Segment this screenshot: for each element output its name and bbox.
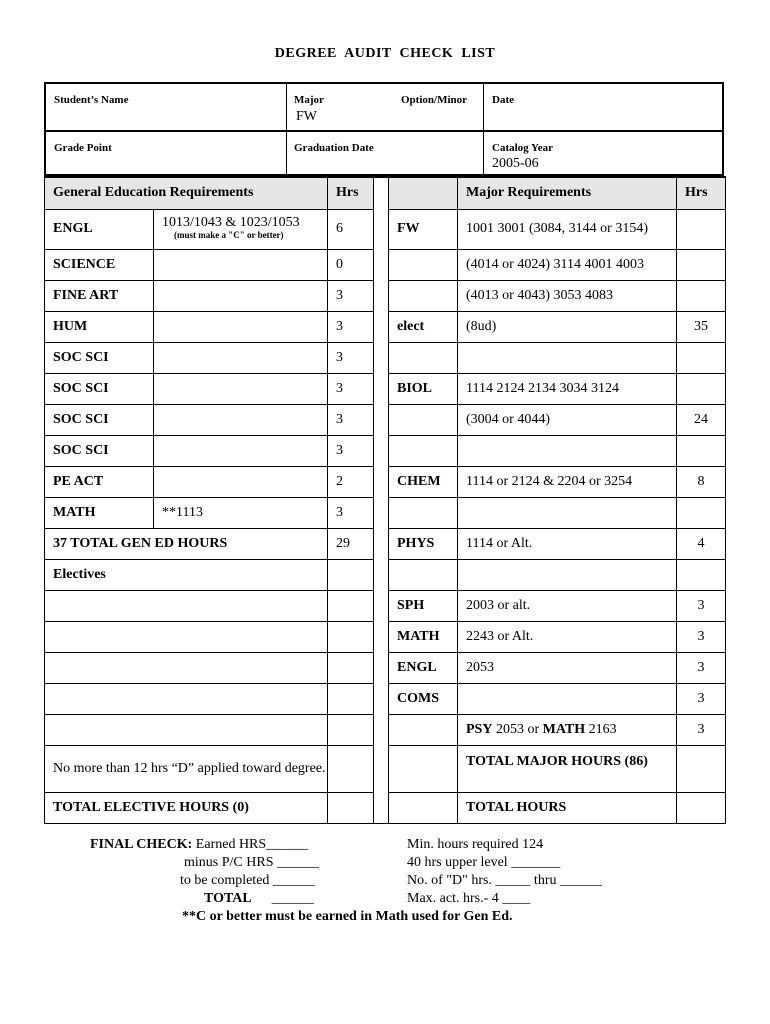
major-courses (458, 342, 677, 373)
total-major-hours-label: TOTAL MAJOR HOURS (86) (458, 745, 677, 792)
table-row (45, 209, 726, 249)
major-subject: COMS (389, 683, 458, 714)
student-name-label: Student’s Name (54, 94, 129, 106)
table-row (45, 714, 726, 745)
major-subject (389, 404, 458, 435)
d-hours-note: No more than 12 hrs “D” applied toward degree. (45, 745, 328, 792)
table-row (45, 528, 726, 559)
major-subject: elect (389, 311, 458, 342)
elective-hrs[interactable] (328, 652, 374, 683)
major-courses (458, 497, 677, 528)
table-header-row (45, 177, 726, 209)
major-courses: (4014 or 4024) 3114 4001 4003 (458, 249, 677, 280)
major-value[interactable]: FW (296, 109, 317, 124)
d-hours-count[interactable]: No. of "D" hrs. _____ thru ______ (407, 873, 602, 888)
electives-label: Electives (45, 559, 328, 590)
gen-ed-course: **1113 (154, 497, 328, 528)
gen-ed-course (154, 209, 328, 249)
date-label: Date (492, 94, 514, 106)
total-gen-ed-hrs[interactable]: 29 (328, 528, 374, 559)
major-subject: CHEM (389, 466, 458, 497)
elective-entry[interactable] (45, 652, 328, 683)
table-row (45, 621, 726, 652)
total-blank[interactable]: ______ (271, 891, 314, 906)
earned-hrs[interactable]: Earned HRS______ (195, 837, 309, 852)
major-hrs[interactable] (677, 280, 726, 311)
major-courses: 2003 or alt. (458, 590, 677, 621)
gen-ed-hrs[interactable]: 3 (328, 280, 374, 311)
gen-ed-course[interactable] (154, 373, 328, 404)
major-courses: (4013 or 4043) 3053 4083 (458, 280, 677, 311)
elective-entry[interactable] (45, 590, 328, 621)
gen-ed-course[interactable] (154, 435, 328, 466)
gen-ed-subject: FINE ART (45, 280, 154, 311)
upper-level-hours[interactable]: 40 hrs upper level _______ (407, 855, 561, 870)
major-hrs[interactable] (677, 249, 726, 280)
course-numbers: 1013/1043 & 1023/1053 (162, 215, 300, 230)
table-row (45, 590, 726, 621)
major-hrs[interactable] (677, 497, 726, 528)
major-hrs[interactable] (677, 373, 726, 404)
major-courses (458, 683, 677, 714)
elective-entry[interactable] (45, 621, 328, 652)
major-courses: 2053 (458, 652, 677, 683)
table-row (45, 497, 726, 528)
major-subject: ENGL (389, 652, 458, 683)
major-hrs[interactable]: 24 (677, 404, 726, 435)
table-row (45, 280, 726, 311)
table-row (45, 373, 726, 404)
major-req-header: Major Requirements (458, 177, 677, 209)
gen-ed-course[interactable] (154, 466, 328, 497)
to-be-completed[interactable]: to be completed ______ (180, 873, 315, 888)
phys-value: 1114 or Alt. (458, 528, 677, 559)
course-note: (must make a "C" or better) (174, 230, 284, 240)
gen-ed-subject: SOC SCI (45, 373, 154, 404)
gen-ed-hrs[interactable]: 0 (328, 249, 374, 280)
major-courses: 2243 or Alt. (458, 621, 677, 652)
major-hrs[interactable]: 3 (677, 652, 726, 683)
major-hrs[interactable]: 3 (677, 590, 726, 621)
major-hrs[interactable]: 8 (677, 466, 726, 497)
final-check-right (407, 836, 727, 908)
total-elective-hours-label: TOTAL ELECTIVE HOURS (0) (45, 792, 328, 823)
total-hours-label: TOTAL HOURS (458, 792, 677, 823)
gen-ed-course[interactable] (154, 404, 328, 435)
gen-ed-hrs[interactable]: 3 (328, 342, 374, 373)
psy-hrs[interactable]: 3 (677, 714, 726, 745)
major-label: Major (294, 94, 324, 106)
gen-ed-course[interactable] (154, 280, 328, 311)
table-row (45, 745, 726, 792)
major-subject: MATH (389, 621, 458, 652)
gen-ed-hrs-header: Hrs (328, 177, 374, 209)
table-row (45, 652, 726, 683)
header-vline-2 (483, 84, 484, 130)
table-row (45, 404, 726, 435)
major-courses (458, 435, 677, 466)
elective-hrs[interactable] (328, 590, 374, 621)
psy-math-requirement: PSY 2053 or MATH 2163 (458, 714, 677, 745)
major-hrs[interactable] (677, 209, 726, 249)
major-courses: (3004 or 4044) (458, 404, 677, 435)
gen-ed-hrs[interactable]: 3 (328, 373, 374, 404)
table-row (45, 466, 726, 497)
elective-entry[interactable] (45, 683, 328, 714)
major-hrs[interactable]: 35 (677, 311, 726, 342)
table-row (45, 249, 726, 280)
gen-ed-hrs[interactable]: 2 (328, 466, 374, 497)
major-courses: 1001 3001 (3084, 3144 or 3154) (458, 209, 677, 249)
phys-hrs[interactable]: 4 (677, 528, 726, 559)
major-subject (389, 497, 458, 528)
major-hrs[interactable] (677, 435, 726, 466)
gen-ed-course[interactable] (154, 342, 328, 373)
graduation-date-label: Graduation Date (294, 142, 374, 154)
header-vline-1 (286, 84, 287, 178)
major-subject (389, 342, 458, 373)
gen-ed-subject: SOC SCI (45, 342, 154, 373)
gen-ed-course[interactable] (154, 249, 328, 280)
table-row (45, 683, 726, 714)
header-vline-3 (483, 130, 484, 178)
phys-label: PHYS (389, 528, 458, 559)
grade-point-label: Grade Point (54, 142, 112, 154)
gen-ed-hrs[interactable]: 6 (328, 209, 374, 249)
major-subject: SPH (389, 590, 458, 621)
header-divider (46, 130, 722, 132)
gen-ed-subject: SOC SCI (45, 404, 154, 435)
final-check-label: FINAL CHECK: (90, 837, 193, 852)
gen-ed-course[interactable] (154, 311, 328, 342)
gen-ed-hrs[interactable]: 3 (328, 404, 374, 435)
major-subject (389, 435, 458, 466)
gen-ed-subject: SOC SCI (45, 435, 154, 466)
table-row (45, 311, 726, 342)
gen-ed-subject: SCIENCE (45, 249, 154, 280)
major-subject: FW (389, 209, 458, 249)
total-label: TOTAL (204, 891, 252, 906)
page-title: DEGREE AUDIT CHECK LIST (274, 46, 496, 61)
elective-hrs[interactable] (328, 621, 374, 652)
major-hrs[interactable]: 3 (677, 683, 726, 714)
major-subject: BIOL (389, 373, 458, 404)
gen-ed-subject: ENGL (45, 209, 154, 249)
major-hrs-header: Hrs (677, 177, 726, 209)
gen-ed-subject: MATH (45, 497, 154, 528)
minus-pc-hrs[interactable]: minus P/C HRS ______ (184, 855, 319, 870)
gen-ed-hrs[interactable]: 3 (328, 497, 374, 528)
gen-ed-subject: HUM (45, 311, 154, 342)
gen-ed-header: General Education Requirements (45, 177, 328, 209)
major-hrs[interactable]: 3 (677, 621, 726, 652)
min-hours-required: Min. hours required 124 (407, 837, 544, 852)
table-row (45, 559, 726, 590)
major-subject (389, 249, 458, 280)
final-check-left (90, 836, 390, 908)
option-minor-label: Option/Minor (401, 94, 468, 106)
major-hrs[interactable] (677, 342, 726, 373)
student-info-header (44, 82, 724, 176)
gen-ed-hrs[interactable]: 3 (328, 435, 374, 466)
table-row (45, 435, 726, 466)
catalog-year-value[interactable]: 2005-06 (492, 156, 539, 171)
major-courses: 1114 2124 2134 3034 3124 (458, 373, 677, 404)
major-subject (389, 280, 458, 311)
major-courses: 1114 or 2124 & 2204 or 3254 (458, 466, 677, 497)
major-courses: (8ud) (458, 311, 677, 342)
total-gen-ed-label: 37 TOTAL GEN ED HOURS (45, 528, 328, 559)
elective-hrs[interactable] (328, 683, 374, 714)
math-grade-note: **C or better must be earned in Math used for Gen Ed. (182, 909, 513, 924)
gen-ed-hrs[interactable]: 3 (328, 311, 374, 342)
table-row (45, 342, 726, 373)
gen-ed-subject: PE ACT (45, 466, 154, 497)
catalog-year-label: Catalog Year (492, 142, 553, 154)
requirements-table (44, 176, 725, 816)
max-act-hours[interactable]: Max. act. hrs.- 4 ____ (407, 891, 531, 906)
table-row (45, 792, 726, 823)
